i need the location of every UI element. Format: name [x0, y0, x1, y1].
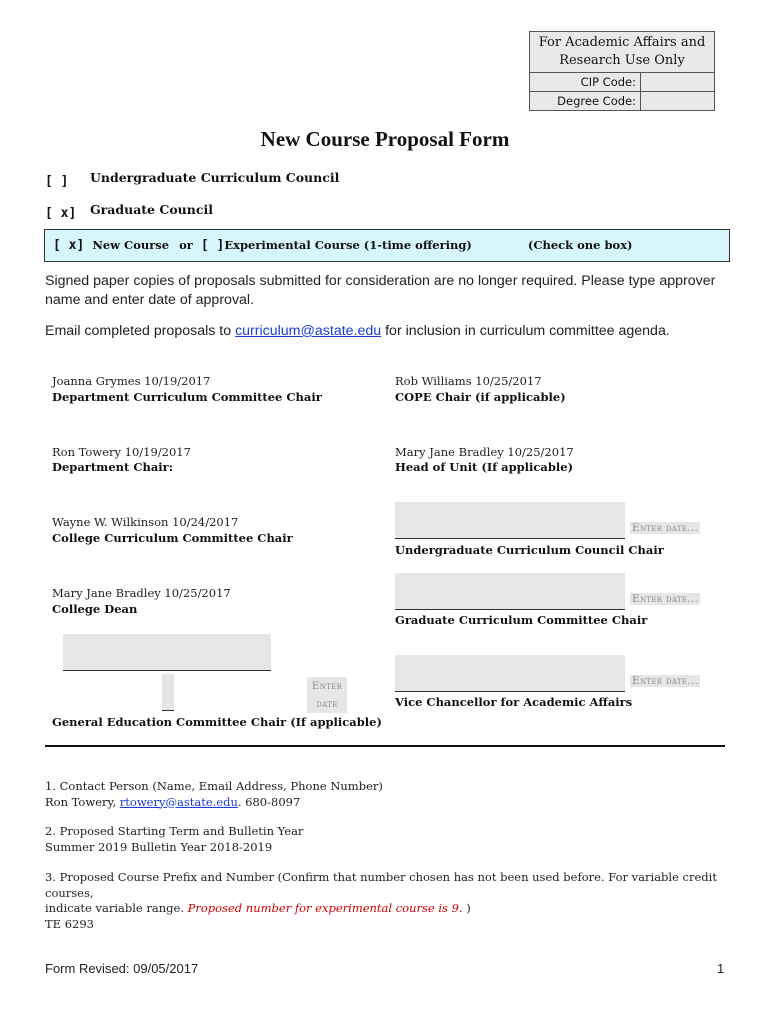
question-2 [45, 824, 745, 855]
check-one-hint: (Check one box) [527, 238, 633, 252]
dept-curriculum-chair-role: Department Curriculum Committee Chair [52, 390, 322, 404]
page-number: 1 [717, 961, 725, 976]
contact-phone: . 680-8097 [237, 794, 301, 809]
question-2-label: 2. Proposed Starting Term and Bulletin Year [45, 824, 304, 838]
question-1-answer[interactable] [45, 795, 745, 811]
head-of-unit-name[interactable]: Mary Jane Bradley 10/25/2017 [395, 445, 574, 459]
gen-ed-enter-text: Enter [311, 680, 343, 692]
email-suffix: for inclusion in curriculum committee agenda. [381, 323, 670, 339]
ugcc-date-field[interactable]: Enter date... [632, 522, 699, 534]
question-3-red-note: Proposed number for experimental course is 9. [187, 901, 463, 915]
page-title: New Course Proposal Form [260, 127, 510, 151]
gen-ed-date-field[interactable] [307, 677, 347, 713]
dept-curriculum-chair-name[interactable]: Joanna Grymes 10/19/2017 [52, 374, 211, 388]
notice-paragraph [45, 272, 735, 310]
vc-signature-field[interactable] [395, 655, 625, 692]
question-2-answer[interactable]: Summer 2019 Bulletin Year 2018-2019 [45, 839, 273, 854]
degree-code-label: Degree Code: [530, 92, 641, 110]
question-3-label-line-2 [45, 901, 745, 917]
email-instruction [45, 322, 745, 341]
course-type-box [44, 229, 730, 262]
question-3-label-line-1: 3. Proposed Course Prefix and Number (Confirm that number chosen has not been used before. For variable credit courses, [45, 870, 717, 900]
grad-council-checkbox[interactable]: [ x] [45, 206, 77, 221]
grad-council-option[interactable] [45, 202, 76, 221]
new-course-checkbox[interactable]: [ x] [53, 238, 85, 253]
gcc-chair-role: Graduate Curriculum Committee Chair [395, 613, 648, 627]
dept-chair-name[interactable]: Ron Towery 10/19/2017 [52, 445, 191, 459]
question-1 [45, 779, 745, 810]
ugcc-chair-signature-field[interactable] [395, 502, 625, 539]
contact-email-link[interactable]: rtowery@astate.edu [119, 794, 238, 809]
notice-line-2: name and enter date of approval. [45, 292, 255, 308]
cope-chair-role: COPE Chair (if applicable) [395, 390, 566, 404]
experimental-course-checkbox[interactable]: [ ] [200, 238, 225, 253]
gcc-chair-signature-field[interactable] [395, 573, 625, 610]
grad-council-label: Graduate Council [90, 202, 213, 217]
ugcc-chair-role: Undergraduate Curriculum Council Chair [395, 543, 664, 557]
college-curriculum-chair-name[interactable]: Wayne W. Wilkinson 10/24/2017 [52, 515, 239, 529]
question-3-prefix: indicate variable range. [45, 901, 188, 915]
contact-name: Ron Towery, [45, 794, 120, 809]
vc-date-field[interactable]: Enter date... [632, 675, 699, 687]
degree-code-field[interactable] [641, 92, 714, 110]
cip-code-label: CIP Code: [530, 73, 641, 91]
cip-code-row [530, 73, 714, 92]
cip-code-field[interactable] [641, 73, 714, 91]
vc-role: Vice Chancellor for Academic Affairs [395, 695, 633, 709]
office-use-box [529, 31, 715, 111]
section-divider [45, 745, 725, 747]
question-3-answer[interactable]: TE 6293 [45, 916, 94, 931]
gcc-date-field[interactable]: Enter date... [632, 593, 699, 605]
question-3-suffix: ) [462, 901, 471, 915]
course-type-row [53, 238, 633, 253]
undergrad-council-option[interactable] [45, 170, 68, 189]
experimental-course-label: Experimental Course (1-time offering) [224, 238, 472, 252]
curriculum-email-link[interactable]: curriculum@astate.edu [235, 323, 382, 339]
email-prefix: Email completed proposals to [45, 323, 236, 339]
office-use-heading: For Academic Affairs and Research Use Only [530, 32, 714, 73]
gen-ed-chair-date-stub[interactable] [162, 674, 174, 711]
new-course-label: New Course [92, 238, 170, 252]
dept-chair-role: Department Chair: [52, 460, 173, 474]
notice-line-1: Signed paper copies of proposals submitted for consideration are no longer required. Please type approver [45, 273, 716, 289]
form-revised-date: Form Revised: 09/05/2017 [45, 961, 199, 976]
undergrad-council-checkbox[interactable]: [ ] [45, 174, 69, 189]
gen-ed-chair-role: General Education Committee Chair (If applicable) [52, 715, 382, 729]
college-curriculum-chair-role: College Curriculum Committee Chair [52, 531, 293, 545]
head-of-unit-role: Head of Unit (If applicable) [395, 460, 574, 474]
undergrad-council-label: Undergraduate Curriculum Council [90, 170, 340, 185]
question-1-label: 1. Contact Person (Name, Email Address, Phone Number) [45, 779, 383, 793]
or-text: or [179, 238, 193, 252]
gen-ed-date-text: date [316, 698, 338, 710]
degree-code-row [530, 92, 714, 110]
college-dean-role: College Dean [52, 602, 138, 616]
college-dean-name[interactable]: Mary Jane Bradley 10/25/2017 [52, 586, 231, 600]
gen-ed-chair-signature-field[interactable] [63, 634, 271, 671]
question-3 [45, 870, 745, 932]
cope-chair-name[interactable]: Rob Williams 10/25/2017 [395, 374, 542, 388]
